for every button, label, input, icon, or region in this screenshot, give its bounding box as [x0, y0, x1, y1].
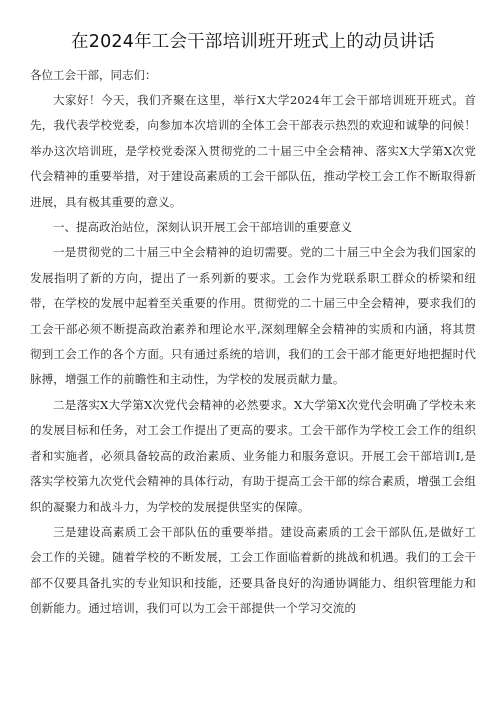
paragraph-point-3: 三是建设高素质工会干部队伍的重要举措。建设高素质的工会干部队伍,是做好工会工作的关键。随着学校的不断发展，工会工作面临着新的挑战和机遇。我们的工会干部不仅要具备扎实的专业知识和技能，还要具备良好的沟通协调能力、组织管理能力和创新能力。通过培训，我们可以为工会干部提供一个学习交流的	[30, 524, 476, 616]
section-heading-1: 一、提高政治站位，深刻认识开展工会干部培训的重要意义	[53, 220, 352, 235]
greeting: 各位工会干部，同志们：	[30, 68, 157, 82]
paragraph-point-1: 一是贯彻党的二十届三中全会精神的迫切需要。党的二十届三中全会为我们国家的发展指明了新的方向，提出了一系列新的要求。工会作为党联系职工群众的桥梁和纽带，在学校的发展中起着至关重要的作用。贯彻党的二十届三中全会精神，要求我们的工会干部必须不断提高政治素养和理论水平,深刻理解全会精神的实质和内涵，将其贯彻到工会工作的各个方面。只有通过系统的培训，我们的工会干部才能更好地把握时代脉搏，增强工作的前瞻性和主动性，为学校的发展贡献力量。	[30, 245, 476, 387]
paragraph-point-2: 二是落实X大学第X次党代会精神的必然要求。X大学第X次党代会明确了学校未来的发展目标和任务，对工会工作提出了更高的要求。工会干部作为学校工会工作的组织者和实施者，必须具备较高的政治素质、业务能力和服务意识。开展工会干部培训I,是落实学校第九次党代会精神的具体行动，有助于提高工会干部的综合素质，增强工会组织的凝聚力和战斗力，为学校的发展提供坚实的保障。	[30, 397, 476, 514]
paragraph-intro: 大家好！今天，我们齐聚在这里，举行X大学2024年工会干部培训班开班式。首先，我代表学校党委，向参加本次培训的全体工会干部表示热烈的欢迎和诚挚的问候！举办这次培训班，是学校党委深入贯彻党的二十届三中全会精神、落实X大学第X次党代会精神的重要举措，对于建设高素质的工会干部队伍，推动学校工会工作不断取得新进展，具有极其重要的意义。	[30, 93, 476, 209]
document-title: 在2024年工会干部培训班开班式上的动员讲话	[71, 32, 435, 52]
